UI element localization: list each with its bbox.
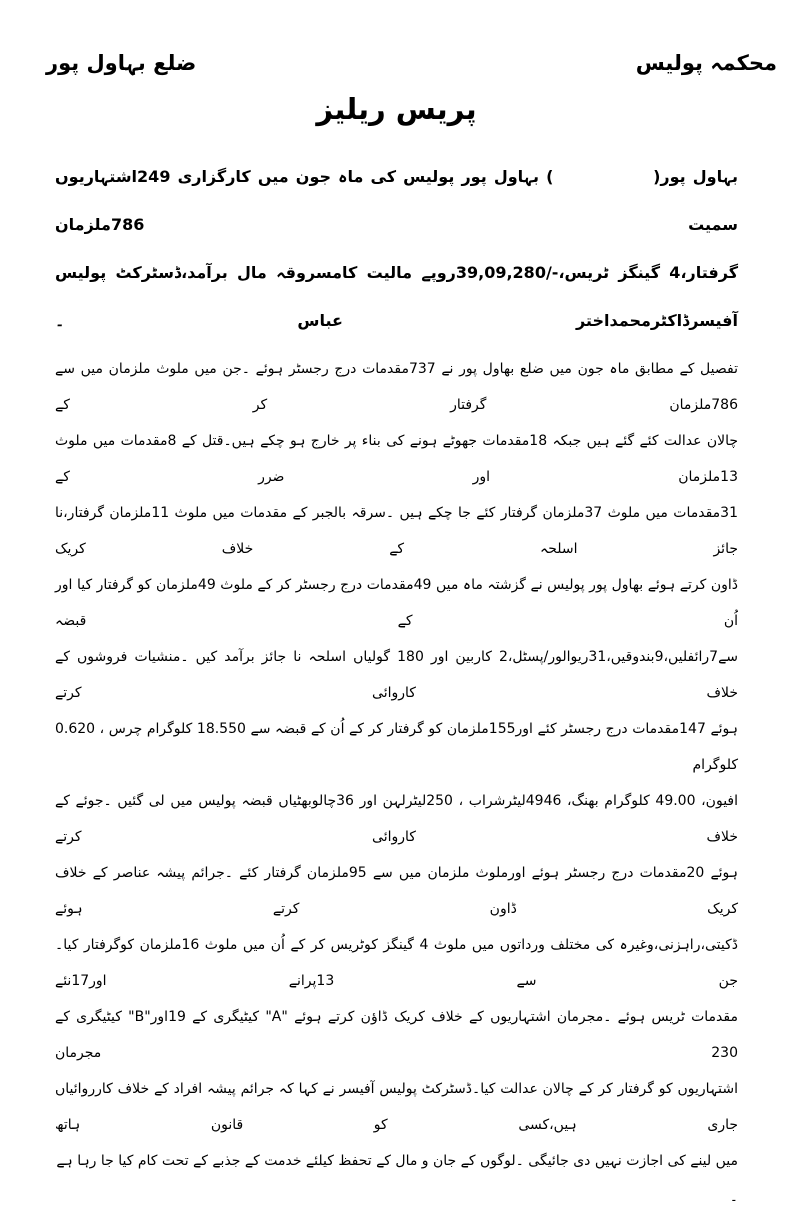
body-line: ڈکیتی،راہزنی،وغیرہ کی مختلف ورداتوں میں ملوث 4 گینگز کوٹریس کر کے اُن میں ملوث 16ملزمان کوگرفتار کیا۔جن سے 13پرانے اور17نئے bbox=[55, 937, 738, 990]
headline-paragraph bbox=[55, 153, 738, 345]
body-line: میں لینے کی اجازت نہیں دی جائیگی ۔لوگوں کے جان و مال کے تحفظ کیلئے خدمت کے جذبے کے تحت کام کیا جا رہا ہے ۔ bbox=[56, 1153, 738, 1206]
press-release-title: پریس ریلیز bbox=[316, 92, 477, 127]
department-label: محکمہ پولیس bbox=[635, 51, 777, 75]
body-line: ہوئے 147مقدمات درج رجسٹر کئے اور155ملزمان کو گرفتار کر کے اُن کے قبضہ سے 18.550 کلوگرام چرس ، 0.620 کلوگرام bbox=[55, 721, 738, 774]
body-line: ڈاون کرتے ہوئے بھاول پور پولیس نے گزشتہ ماہ میں 49مقدمات درج رجسٹر کر کے ملوث 49ملزمان کو گرفتار کیا اور اُن کے قبضہ bbox=[55, 577, 738, 630]
body-paragraph bbox=[55, 351, 738, 1215]
district-label: ضلع بہاول پور bbox=[46, 51, 197, 75]
headline-line: گرفتار،4 گینگز ٹریس،-/39,09,280روپے مالیت کامسروقہ مال برآمد،ڈسٹرکٹ پولیس آفیسرڈاکٹرمحمداختر عباس ۔ bbox=[55, 263, 738, 331]
body-line: چالان عدالت کئے گئے ہیں جبکہ 18مقدمات جھوٹے ہونے کی بناء پر خارج ہو چکے ہیں۔قتل کے 8مقدمات میں ملوث 13ملزمان اور ضرر کے bbox=[55, 433, 739, 486]
body-line: مقدمات ٹریس ہوئے ۔مجرمان اشتہاریوں کے خلاف کریک ڈاؤن کرتے ہوئے "A" کیٹیگری کے 19اور"B" کیٹیگری کے 230 مجرمان bbox=[55, 1009, 738, 1062]
headline-line: بہاول پور( ) بہاول پور پولیس کی ماہ جون میں کارگزاری 249اشتہاریوں سمیت 786ملزمان bbox=[55, 167, 738, 235]
body-line: افیون، 49.00 کلوگرام بھنگ، 4946لیٹرشراب ، 250لیٹرلہن اور 36چالوبھٹیاں قبضہ پولیس میں لی گئیں ۔جوئے کے خلاف کاروائی کرتے bbox=[55, 793, 738, 846]
page-header bbox=[0, 0, 793, 76]
body-line: ہوئے 20مقدمات درج رجسٹر ہوئے اورملوث ملزمان میں سے 95ملزمان گرفتار کئے ۔جرائم پیشہ عناصر کے خلاف کریک ڈاون کرتے ہوئے bbox=[55, 865, 738, 918]
body-line: 31مقدمات میں ملوث 37ملزمان گرفتار کئے جا چکے ہیں ۔سرقہ بالجبر کے مقدمات میں ملوث 11ملزمان گرفتار،نا جائز اسلحہ کے خلاف کریک bbox=[55, 505, 738, 558]
body-line: سے7رائفلیں،9بندوقیں،31ریوالور/پسٹل،2 کاربین اور 180 گولیاں اسلحہ نا جائز برآمد کیں ۔منشیات فروشوں کے خلاف کاروائی کرتے bbox=[55, 649, 739, 702]
body-line: تفصیل کے مطابق ماہ جون میں ضلع بھاول پور نے 737مقدمات درج رجسٹر ہوئے ۔جن میں ملوث ملزمان میں سے 786ملزمان گرفتار کر کے bbox=[55, 361, 738, 414]
body-line: اشتہاریوں کو گرفتار کر کے چالان عدالت کیا۔ڈسٹرکٹ پولیس آفیسر نے کہا کہ جرائم پیشہ افراد کے خلاف کارروائیاں جاری ہیں،کسی کو قانون ہاتھ bbox=[55, 1081, 738, 1134]
